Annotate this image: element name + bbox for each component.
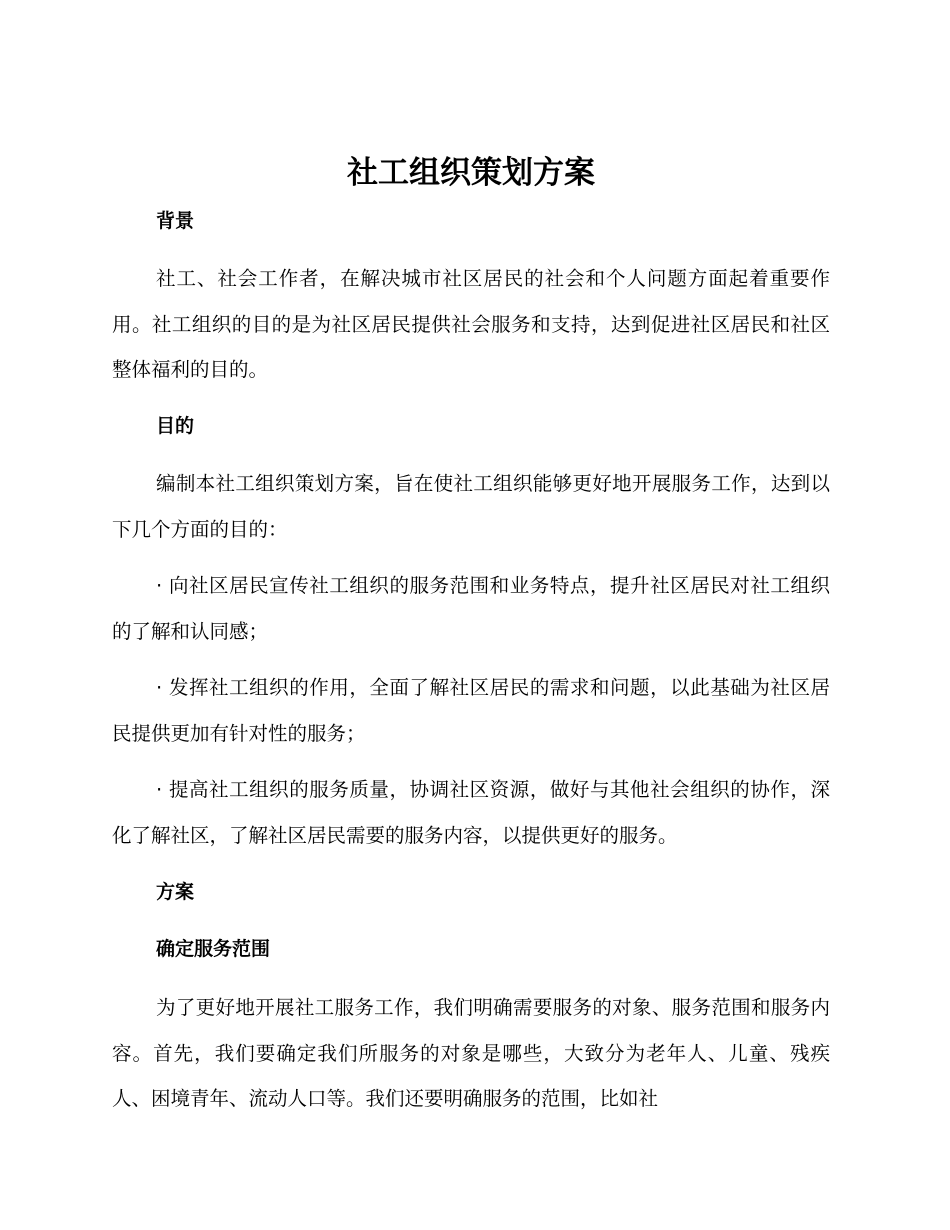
bullet-item-1: · 向社区居民宣传社工组织的服务范围和业务特点，提升社区居民对社工组织的了解和认同感； [112, 574, 830, 643]
heading-plan: 方案 [156, 881, 195, 903]
subheading-service-scope: 确定服务范围 [156, 938, 271, 960]
paragraph-background: 社工、社会工作者，在解决城市社区居民的社会和个人问题方面起着重要作用。社工组织的目的是为社区居民提供社会服务和支持，达到促进社区居民和社区整体福利的目的。 [112, 267, 830, 381]
bullet-item-3: · 提高社工组织的服务质量，协调社区资源，做好与其他社会组织的协作，深化了解社区，了解社区居民需要的服务内容，以提供更好的服务。 [112, 778, 830, 847]
document-title: 社工组织策划方案 [347, 155, 595, 191]
paragraph-service-scope: 为了更好地开展社工服务工作，我们明确需要服务的对象、服务范围和服务内容。首先，我们要确定我们所服务的对象是哪些，大致分为老年人、儿童、残疾人、困境青年、流动人口等。我们还要明确服务的范围，比如社 [112, 996, 830, 1110]
paragraph-purpose-intro: 编制本社工组织策划方案，旨在使社工组织能够更好地开展服务工作，达到以下几个方面的目的： [112, 472, 830, 541]
heading-background: 背景 [156, 210, 195, 232]
heading-purpose: 目的 [156, 415, 195, 437]
bullet-item-2: · 发挥社工组织的作用，全面了解社区居民的需求和问题，以此基础为社区居民提供更加有针对性的服务； [112, 676, 830, 745]
